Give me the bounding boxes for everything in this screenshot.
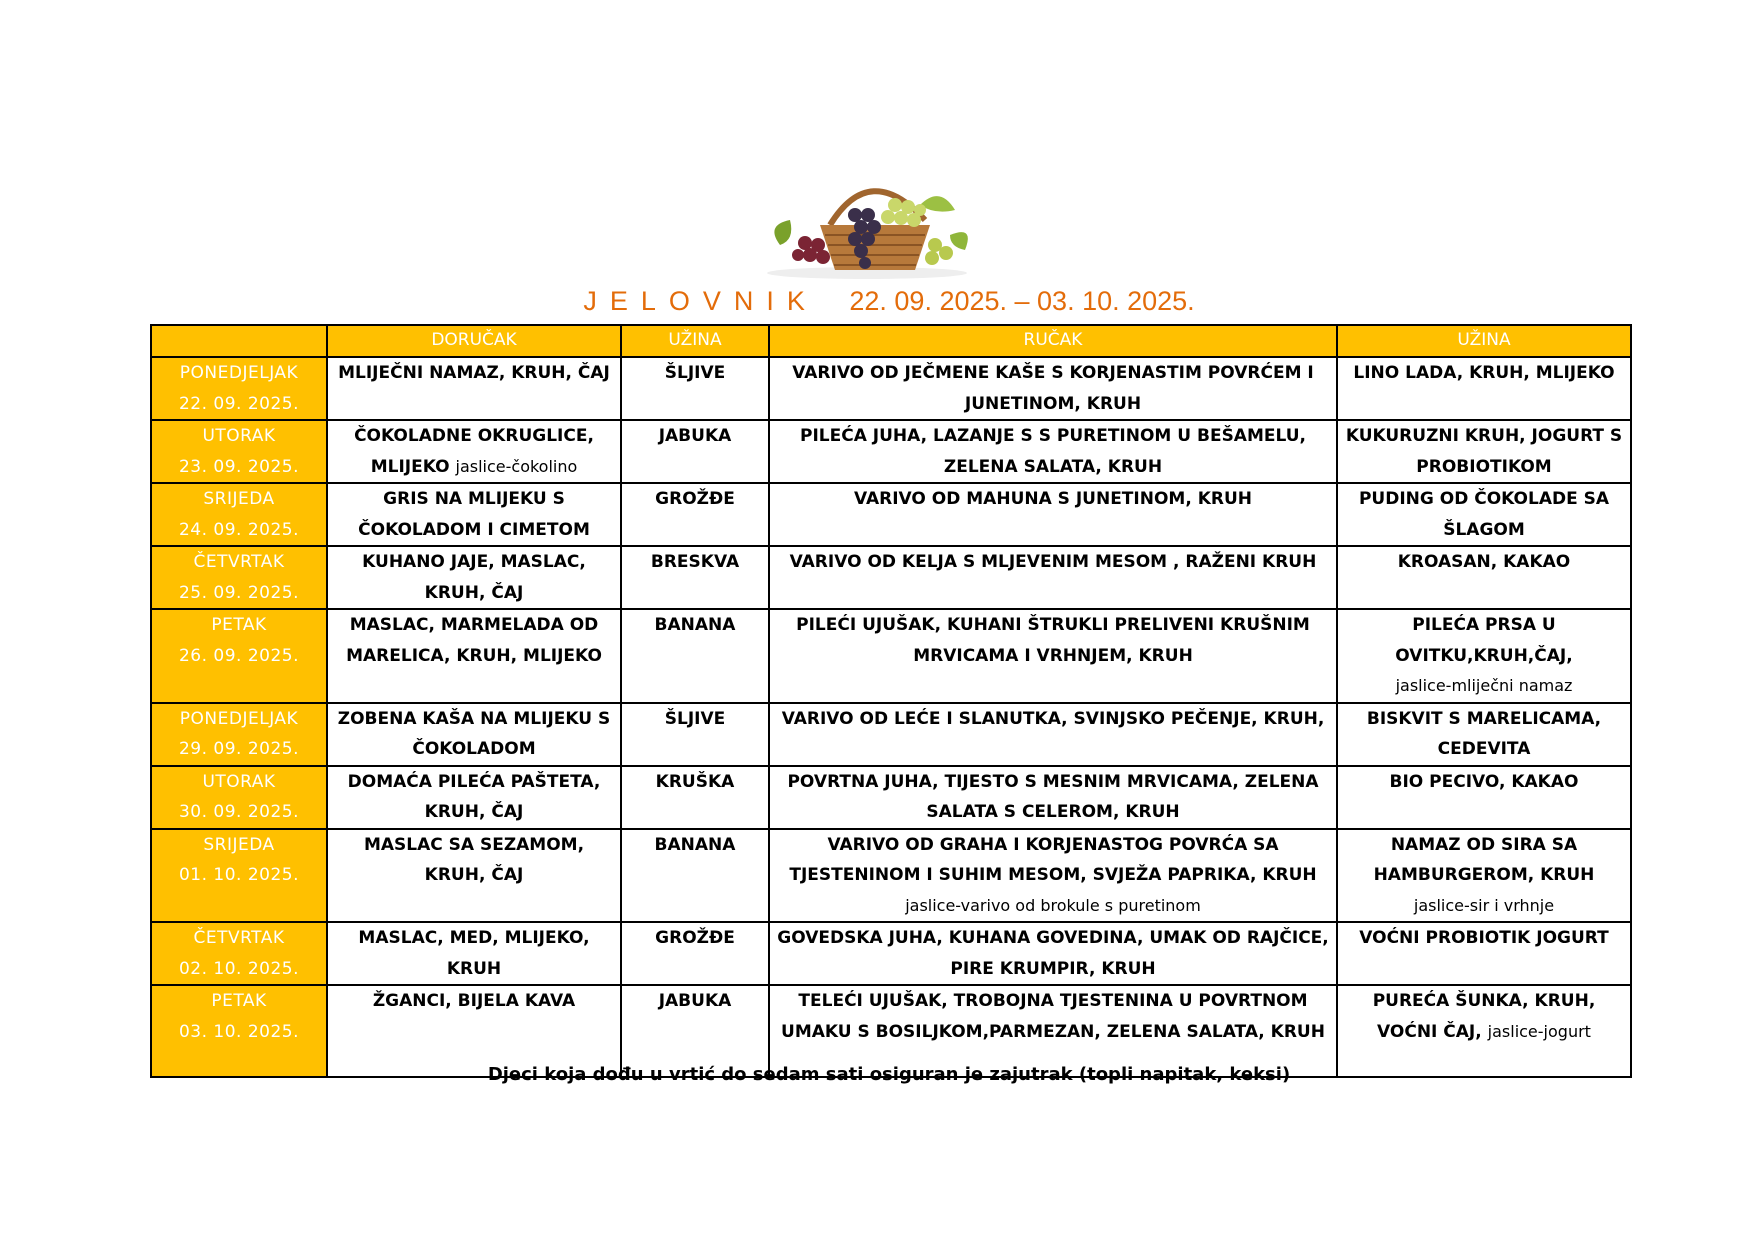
day-cell: PETAK 03. 10. 2025. xyxy=(151,985,327,1077)
snack-cell: BANANA xyxy=(621,609,769,703)
breakfast-cell: ČOKOLADNE OKRUGLICE, MLIJEKO jaslice-čokolino xyxy=(327,420,621,483)
day-cell: UTORAK 30. 09. 2025. xyxy=(151,766,327,829)
day-cell: UTORAK 23. 09. 2025. xyxy=(151,420,327,483)
breakfast-cell: GRIS NA MLIJEKU S ČOKOLADOM I CIMETOM xyxy=(327,483,621,546)
lunch-cell: VARIVO OD JEČMENE KAŠE S KORJENASTIM POVRĆEM I JUNETINOM, KRUH xyxy=(769,357,1337,420)
lunch-cell: GOVEDSKA JUHA, KUHANA GOVEDINA, UMAK OD RAJČICE, PIRE KRUMPIR, KRUH xyxy=(769,922,1337,985)
table-row xyxy=(151,357,1631,420)
snack-cell: KRUŠKA xyxy=(621,766,769,829)
footer-note: Djeci koja dođu u vrtić do sedam sati osiguran je zajutrak (topli napitak, keksi) xyxy=(487,1064,1291,1085)
page-title xyxy=(150,286,1628,317)
header-snack: UŽINA xyxy=(621,325,769,357)
title-word: JELOVNIK xyxy=(583,286,818,316)
lunch-cell: VARIVO OD LEĆE I SLANUTKA, SVINJSKO PEČENJE, KRUH, xyxy=(769,703,1337,766)
lunch-cell: PILEĆI UJUŠAK, KUHANI ŠTRUKLI PRELIVENI KRUŠNIM MRVICAMA I VRHNJEM, KRUH xyxy=(769,609,1337,703)
table-row xyxy=(151,829,1631,923)
breakfast-cell: KUHANO JAJE, MASLAC, KRUH, ČAJ xyxy=(327,546,621,609)
menu-table xyxy=(150,324,1632,1078)
header-snack2: UŽINA xyxy=(1337,325,1631,357)
lunch-cell: VARIVO OD GRAHA I KORJENASTOG POVRĆA SA TJESTENINOM I SUHIM MESOM, SVJEŽA PAPRIKA, KRUH jaslice-varivo od brokule s puretinom xyxy=(769,829,1337,923)
lunch-cell: POVRTNA JUHA, TIJESTO S MESNIM MRVICAMA, ZELENA SALATA S CELEROM, KRUH xyxy=(769,766,1337,829)
table-row xyxy=(151,483,1631,546)
day-cell: SRIJEDA 24. 09. 2025. xyxy=(151,483,327,546)
snack2-cell: KUKURUZNI KRUH, JOGURT S PROBIOTIKOM xyxy=(1337,420,1631,483)
day-cell: PONEDJELJAK 29. 09. 2025. xyxy=(151,703,327,766)
day-cell: SRIJEDA 01. 10. 2025. xyxy=(151,829,327,923)
day-cell: PETAK 26. 09. 2025. xyxy=(151,609,327,703)
breakfast-cell: DOMAĆA PILEĆA PAŠTETA, KRUH, ČAJ xyxy=(327,766,621,829)
fruit-basket-image xyxy=(760,165,975,280)
header-row xyxy=(151,325,1631,357)
day-cell: ČETVRTAK 25. 09. 2025. xyxy=(151,546,327,609)
snack2-cell: PUDING OD ČOKOLADE SA ŠLAGOM xyxy=(1337,483,1631,546)
table-row xyxy=(151,922,1631,985)
snack-cell: ŠLJIVE xyxy=(621,703,769,766)
table-row xyxy=(151,766,1631,829)
header-lunch: RUČAK xyxy=(769,325,1337,357)
snack2-cell: BISKVIT S MARELICAMA, CEDEVITA xyxy=(1337,703,1631,766)
table-row xyxy=(151,703,1631,766)
snack2-cell: BIO PECIVO, KAKAO xyxy=(1337,766,1631,829)
snack2-cell: NAMAZ OD SIRA SA HAMBURGEROM, KRUH jaslice-sir i vrhnje xyxy=(1337,829,1631,923)
breakfast-cell: MLIJEČNI NAMAZ, KRUH, ČAJ xyxy=(327,357,621,420)
title-dates: 22. 09. 2025. – 03. 10. 2025. xyxy=(849,286,1195,316)
breakfast-cell: ZOBENA KAŠA NA MLIJEKU S ČOKOLADOM xyxy=(327,703,621,766)
breakfast-cell: MASLAC SA SEZAMOM, KRUH, ČAJ xyxy=(327,829,621,923)
snack2-cell: PUREĆA ŠUNKA, KRUH, VOĆNI ČAJ, jaslice-jogurt xyxy=(1337,985,1631,1077)
snack2-cell: PILEĆA PRSA U OVITKU,KRUH,ČAJ, jaslice-mliječni namaz xyxy=(1337,609,1631,703)
snack2-cell: KROASAN, KAKAO xyxy=(1337,546,1631,609)
lunch-cell: VARIVO OD MAHUNA S JUNETINOM, KRUH xyxy=(769,483,1337,546)
breakfast-cell: ŽGANCI, BIJELA KAVA xyxy=(327,985,621,1077)
snack-cell: BRESKVA xyxy=(621,546,769,609)
lunch-cell: VARIVO OD KELJA S MLJEVENIM MESOM , RAŽENI KRUH xyxy=(769,546,1337,609)
day-cell: PONEDJELJAK 22. 09. 2025. xyxy=(151,357,327,420)
table-row xyxy=(151,546,1631,609)
lunch-cell: PILEĆA JUHA, LAZANJE S S PURETINOM U BEŠAMELU, ZELENA SALATA, KRUH xyxy=(769,420,1337,483)
table-row xyxy=(151,609,1631,703)
breakfast-cell: MASLAC, MARMELADA OD MARELICA, KRUH, MLIJEKO xyxy=(327,609,621,703)
snack-cell: JABUKA xyxy=(621,420,769,483)
breakfast-cell: MASLAC, MED, MLIJEKO, KRUH xyxy=(327,922,621,985)
header-breakfast: DORUČAK xyxy=(327,325,621,357)
snack-cell: JABUKA xyxy=(621,985,769,1077)
header-day xyxy=(151,325,327,357)
table-row xyxy=(151,420,1631,483)
snack2-cell: LINO LADA, KRUH, MLIJEKO xyxy=(1337,357,1631,420)
snack-cell: BANANA xyxy=(621,829,769,923)
day-cell: ČETVRTAK 02. 10. 2025. xyxy=(151,922,327,985)
snack-cell: ŠLJIVE xyxy=(621,357,769,420)
lunch-cell: TELEĆI UJUŠAK, TROBOJNA TJESTENINA U POVRTNOM UMAKU S BOSILJKOM,PARMEZAN, ZELENA SALATA, KRUH xyxy=(769,985,1337,1077)
snack2-cell: VOĆNI PROBIOTIK JOGURT xyxy=(1337,922,1631,985)
snack-cell: GROŽĐE xyxy=(621,922,769,985)
snack-cell: GROŽĐE xyxy=(621,483,769,546)
